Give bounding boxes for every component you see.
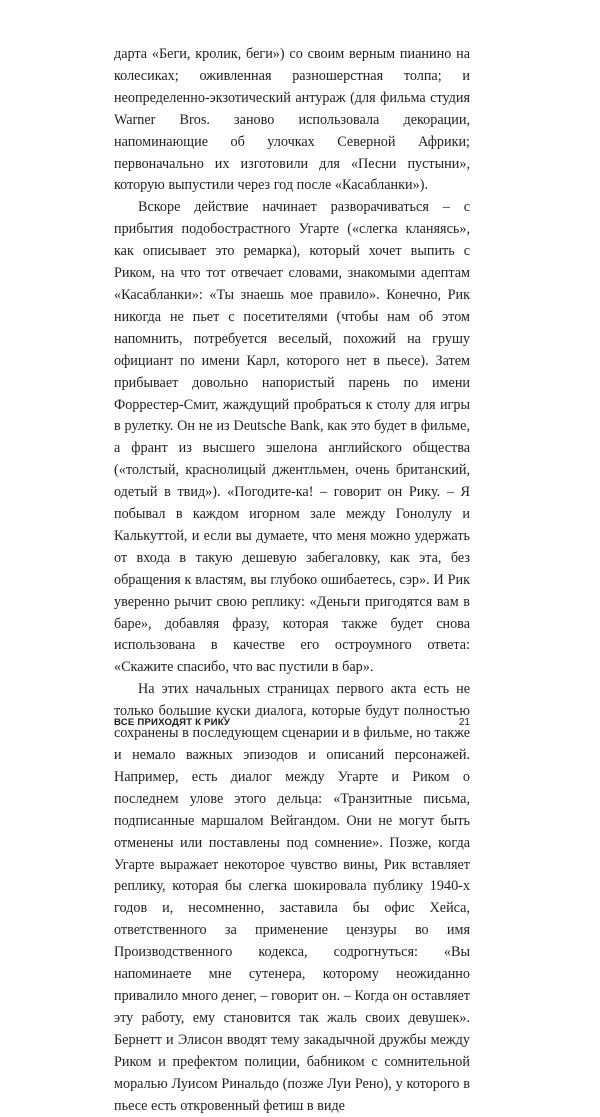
body-text: [114, 44, 470, 1117]
page-footer: [114, 717, 470, 733]
paragraph-ugarte-arrival: Вскоре действие начинает разворачиваться – с прибытия подобострастного Угарте («слегка кланяясь», как описывает это ремарка), который хочет выпить с Риком, на что тот отвечает словами, знакомыми адептам «Касабланки»: «Ты знаешь мое правило». Конечно, Рик никогда не пьет с посетителями (чтобы нам об этом напомнить, потребуется веселый, похожий на грушу официант по имени Карл, которого нет в пьесе). Затем прибывает довольно напористый парень по имени Форрестер-Смит, жаждущий пробраться к столу для игры в рулетку. Он не из Deutsche Bank, как это будет в фильме, а франт из высшего эшелона английского общества («толстый, краснолицый джентльмен, очень британский, одетый в твид»). «Погодите-ка! – говорит он Рику. – Я побывал в каждом игорном зале между Гонолулу и Калькуттой, и если вы думаете, что меня можно удержать от входа в такую дешевую забегаловку, как эта, без обращения к властям, вы глубоко ошибаетесь, сэр». И Рик уверенно рычит свою реплику: «Деньги пригодятся вам в баре», добавляя фразу, которая также будет снова использована в качестве его остроумного ответа: «Скажите спасибо, что вас пустили в бар».: [114, 199, 470, 676]
paragraph-continued: дарта «Беги, кролик, беги») со своим верным пианино на колесиках; оживленная разношерстная толпа; и неопределенно-экзотический антураж (для фильма студия Warner Bros. заново использовала декорации, напоминающие об улочках Северной Африки; первоначально их изготовили для «Песни пустыни», которую выпустили через год после «Касабланки»).: [114, 46, 470, 194]
page-number: 21: [458, 717, 470, 728]
running-head: ВСЕ ПРИХОДЯТ К РИКУ: [114, 717, 231, 728]
paragraph-opening-pages: На этих начальных страницах первого акта есть не только большие куски диалога, которые будут полностью сохранены в последующем сценарии и в фильме, но также и немало важных эпизодов и описаний персонажей. Например, есть диалог между Угарте и Риком о последнем улове этого дельца: «Транзитные письма, подписанные маршалом Вейгандом. Они не могут быть отменены или поставлены под сомнение». Позже, когда Угарте выражает некоторое чувство вины, Рик вставляет реплику, которая бы слегка шокировала публику 1940-х годов и, несомненно, заставила бы офис Хейса, ответственного за применение цензуры во имя Производственного кодекса, содрогнуться: «Вы напоминаете мне сутенера, которому неожиданно привалило много денег, – говорит он. – Когда он оставляет эту работу, ему становится так жаль своих девушек». Бернетт и Элисон вводят тему закадычной дружбы между Риком и префектом полиции, бабником с сомнительной моралью Луисом Ринальдо (позже Луи Рено), у которого в пьесе есть откровенный фетиш в виде: [114, 681, 470, 1114]
